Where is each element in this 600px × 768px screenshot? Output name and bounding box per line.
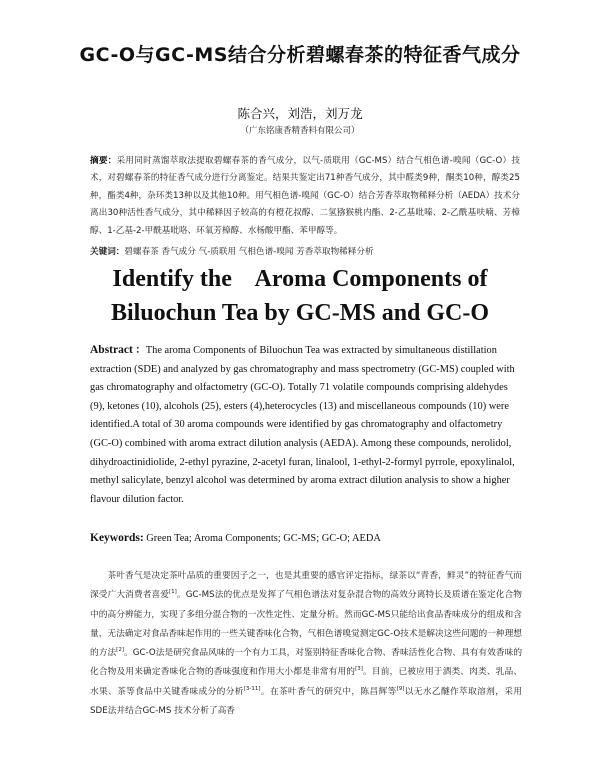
english-abstract-separator: ： (135, 345, 146, 356)
chinese-title: GC-O与GC-MS结合分析碧螺春茶的特征香气成分 (79, 44, 521, 66)
citation-ref: [3-11] (243, 685, 261, 692)
chinese-abstract (90, 153, 520, 240)
chinese-abstract-label: 摘要： (90, 156, 117, 166)
english-keywords-text: Green Tea; Aroma Components; GC-MS; GC-O; AEDA (146, 533, 381, 544)
chinese-abstract-text: 采用同时蒸馏萃取法提取碧螺春茶的香气成分，以气-质联用（GC-MS）结合气相色谱-嗅闻（GC-O）技术，对碧螺春茶的特征香气成分进行分离鉴定。结果共鉴定出71种香气成分，其中醛类9种，酮类10种，醇类25种，酯类4种，杂环类13种以及其他10种。用气相色谱-嗅闻（GC-O）结合芳香萃取物稀释分析（AEDA）技术分离出30种活性香气成分，其中稀释因子较高的有橙花叔醇、二氢猕猴桃内酯、2-乙基吡嗪、2-乙酰基呋喃、芳樟醇、1-乙基-2-甲酰基吡咯、环氧芳樟醇、水杨酸甲酯、苯甲醇等。 (90, 156, 520, 236)
chinese-keywords-text: 碧螺春茶 香气成分 气-质联用 气相色谱-嗅闻 芳香萃取物稀释分析 (124, 247, 374, 257)
english-keywords-label: Keywords: (90, 532, 144, 544)
english-keywords (90, 532, 530, 544)
citation-ref: [9] (396, 685, 405, 692)
english-title (40, 262, 560, 330)
author-list: 陈合兴，刘浩，刘万龙 (237, 106, 363, 121)
chinese-keywords (90, 245, 530, 257)
english-abstract (90, 341, 522, 509)
chinese-keywords-label: 关键词： (90, 247, 125, 257)
citation-ref: [1] (169, 589, 177, 596)
citation-ref: [3] (355, 666, 363, 673)
english-title-line1: Identify the Aroma Components of (112, 266, 488, 292)
intro-part-5: 。在茶叶香气的研究中，陈昌辉等 (260, 686, 397, 697)
intro-part-1: 茶叶香气是决定茶叶品质的重要因子之一，也是其重要的感官评定指标，绿茶以“青香，鲜灵”的特征香气而深受广大消费者喜爱 (90, 571, 522, 601)
intro-part-6: 以无水乙醚作萃取溶剂，采用SDE法并结合GC-MS 技术分析了高香 (90, 686, 523, 717)
intro-part-4: 。目前，已被应用于酒类、肉类、乳品、水果、茶等食品中关键香味成分的分析 (90, 667, 523, 697)
english-title-line2: Biluochun Tea by GC-MS and GC-O (110, 300, 490, 326)
english-abstract-text: The aroma Components of Biluochun Tea was extracted by simultaneous distillation extraction (SDE) and analyzed by gas chromatography and mass spectrometry (GC-MS) coupled with gas chromatography and olfactometry (GC-O). Totally 71 volatile compounds comprising aldehydes (9), ketones (10), alcohols (25), esters (4),heterocycles (13) and miscellaneous compounds (10) were identified.A total of 30 aroma compounds were identified by gas chromatography and olfactometry (GC-O) combined with aroma extract dilution analysis (AEDA). Among these compounds, nerolidol, dihydroactinidiolide, 2-ethyl pyrazine, 2-acetyl furan, linalool, 1-ethyl-2-formyl pyrrole, epoxylinalol, methyl salicylate, benzyl alcohol was determined by aroma extract dilution analysis to show a higher flavour dilution factor. (90, 345, 515, 505)
english-abstract-label: Abstract (90, 344, 133, 356)
introduction-paragraph (90, 567, 522, 721)
intro-part-3: 。GC-O法是研究食品风味的一个有力工具，对鉴别特征香味化合物、香味活性化合物、具有有效香味的化合物及用来确定香味化合物的香味强度和作用大小都是非常有用的 (90, 648, 523, 678)
citation-ref: [2] (116, 647, 124, 654)
intro-part-2: 。GC-MS法的优点是发挥了气相色谱法对复杂混合物的高效分离特长及质谱在鉴定化合物中的高分辨能力，实现了多组分混合物的一次性定性、定量分析。然而GC-MS只能给出食品香味成分的组成和含量，无法确定对食品香味起作用的一些关键香味化合物，气相色谱嗅觉测定GC-O技术是解决这些问题的一种理想的方法 (90, 590, 522, 659)
affiliation: （广东铭康香精香料有限公司） (240, 126, 360, 136)
